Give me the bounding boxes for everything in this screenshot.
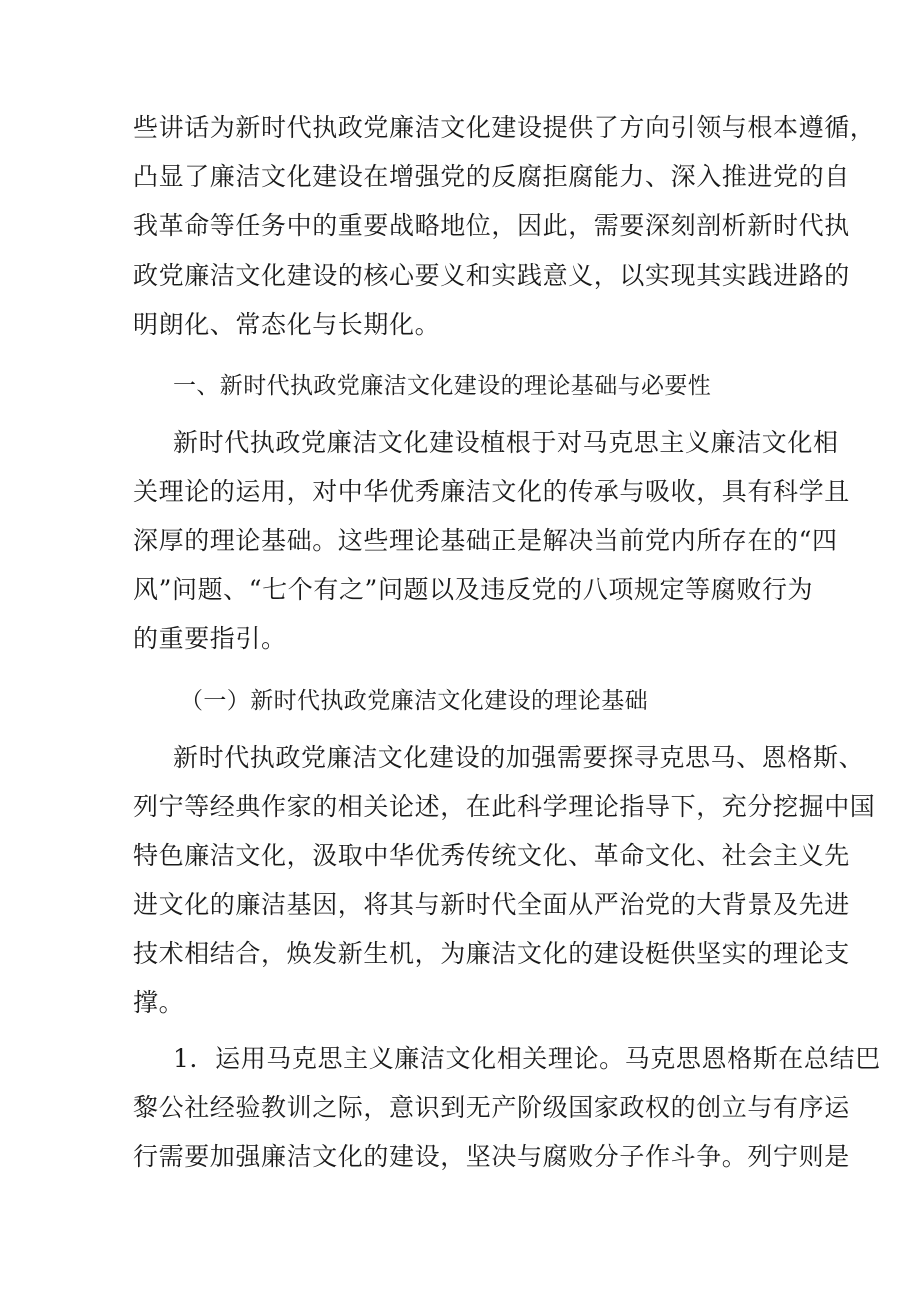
- body-text-line: 技术相结合，焕发新生机，为廉洁文化的建设梃供坚实的理论支: [133, 939, 850, 968]
- body-text-line: 特色廉洁文化，汲取中华优秀传统文化、革命文化、社会主义先: [133, 841, 850, 870]
- body-text-line: 深厚的理论基础。这些理论基础正是解决当前党内所存在的“四: [133, 526, 838, 555]
- body-text-line: 撑。: [133, 988, 185, 1017]
- body-text-line: 黎公社经验教训之际，意识到无产阶级国家政权的创立与有序运: [133, 1093, 850, 1122]
- body-text-line: 政党廉洁文化建设的核心要义和实践意义，以实现其实践进路的: [133, 261, 850, 290]
- subsection-heading: （一）新时代执政党廉洁文化建设的理论基础: [180, 688, 648, 714]
- body-text-line: 凸显了廉洁文化建设在增强党的反腐拒腐能力、深入推进党的自: [133, 162, 850, 191]
- body-text-line: 关理论的运用，对中华优秀廉洁文化的传承与吸收，具有科学且: [133, 477, 850, 506]
- body-text-line: 明朗化、常态化与长期化。: [133, 310, 441, 339]
- body-text-line: 风”问题、“七个有之”问题以及违反党的八项规定等腐败行为: [133, 575, 814, 604]
- body-text-line: 些讲话为新时代执政党廉洁文化建设提供了方向引领与根本遵循，: [133, 113, 876, 142]
- section-heading: 一、新时代执政党廉洁文化建设的理论基础与必要性: [173, 373, 712, 399]
- body-text-line: 的重要指引。: [133, 624, 287, 653]
- body-text-line: 1．运用马克思主义廉洁文化相关理论。马克思恩格斯在总结巴: [173, 1044, 881, 1073]
- body-text-line: 列宁等经典作家的相关论述，在此科学理论指导下，充分挖掘中国: [133, 792, 876, 821]
- body-text-line: 新时代执政党廉洁文化建设的加强需要探寻克思马、恩格斯、: [173, 743, 865, 772]
- body-text-line: 行需要加强廉洁文化的建设，坚决与腐败分子作斗争。列宁则是: [133, 1142, 850, 1171]
- body-text-line: 我革命等任务中的重要战略地位，因此，需要深刻剖析新时代执: [133, 211, 850, 240]
- body-text-line: 新时代执政党廉洁文化建设植根于对马克思主义廉洁文化相: [173, 428, 839, 457]
- body-text-line: 进文化的廉洁基因，将其与新时代全面从严治党的大背景及先进: [133, 890, 850, 919]
